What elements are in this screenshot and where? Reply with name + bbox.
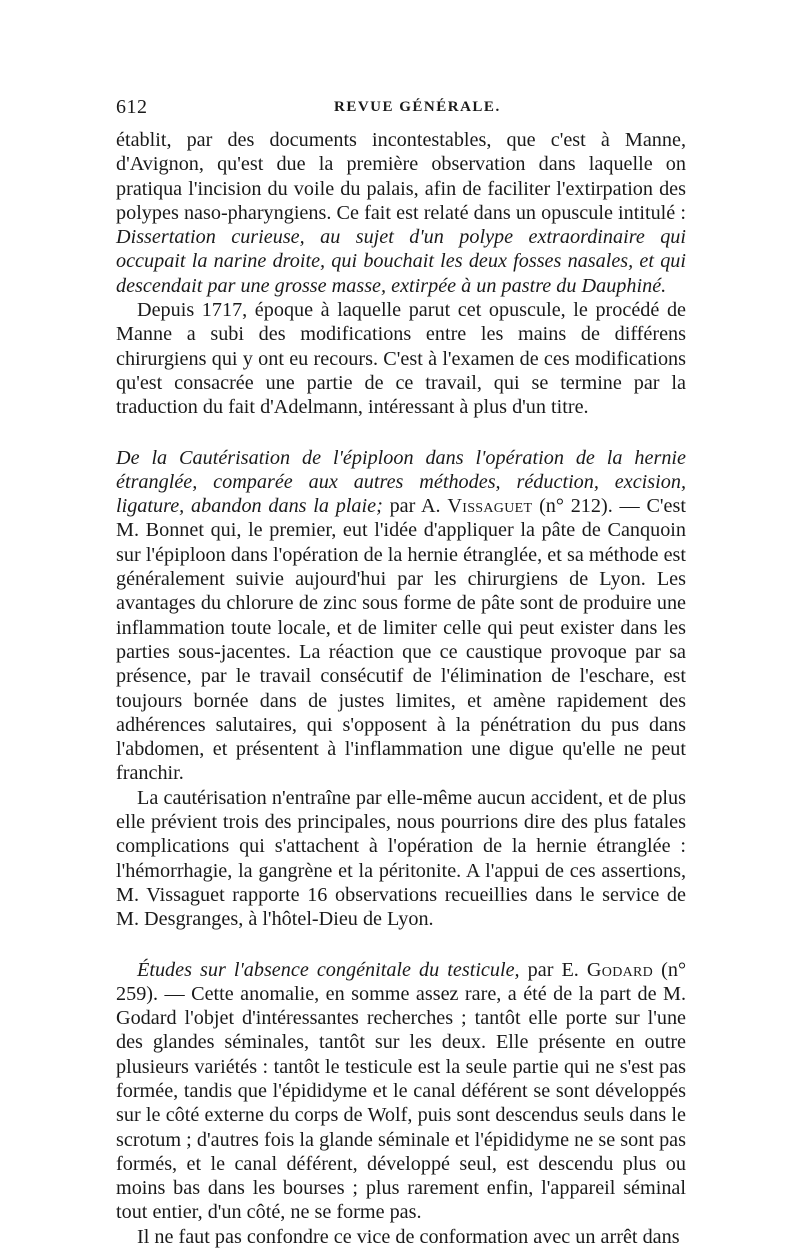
work-title-testicule: Études sur l'absence congénitale du testicule, — [137, 958, 520, 981]
page-number: 612 — [116, 96, 148, 118]
page-header — [116, 96, 686, 126]
work-title-cauterisation: De la Cautérisation de l'épiploon dans l'opération de la hernie étranglée, comparée aux autres méthodes, réduction, excision, ligature, abandon dans la plaie; — [116, 446, 686, 518]
paragraph-vice-conformation: Il ne faut pas confondre ce vice de conformation avec un arrêt dans — [137, 1225, 680, 1248]
section-divider — [116, 932, 686, 958]
author-godard: Godard — [586, 958, 654, 981]
opuscule-title: Dissertation curieuse, au sujet d'un polype extraordinaire qui occupait la narine droite, qui bouchait les deux fosses nasales, et qui descendait par une grosse masse, extirpée à un pastre du Dauphiné. — [116, 226, 686, 297]
paragraph-depuis-1717: Depuis 1717, époque à laquelle parut cet opuscule, le procédé de Manne a subi des modifications entre les mains de différens chirurgiens qui y ont eu recours. C'est à l'examen de ces modifications qu'est consacrée une partie de ce travail, qui se termine par la traduction du fait d'Adelmann, intéressant à plus d'un titre. — [116, 299, 686, 419]
paragraph-testicule: Études sur l'absence congénitale du testicule, par E. Godard (n° 259). — Cette anomalie, en somme assez rare, a été de la part de M. Godard l'objet d'intéressantes recherches ; tantôt elle porte sur l'une des glandes séminales, tantôt sur les deux. Elle présente en outre plusieurs variétés : tantôt le testicule est la seule partie qui ne s'est pas formée, tandis que l'épididyme et le canal déférent se sont développés sur le côté externe du corps de Wolf, puis sont descendus seuls dans le scrotum ; d'autres fois la glande séminale et l'épididyme ne se sont pas formés, et le canal déférent, développé seul, est descendu plus ou moins bas dans les bourses ; plus rarement enfin, l'appareil séminal tout entier, d'un côté, ne se forme pas. — [116, 958, 687, 1224]
paragraph-text: établit, par des documents incontestables, que c'est à Manne, d'Avignon, qu'est due la première observation dans laquelle on pratiqua l'incision du voile du palais, afin de faciliter l'extirpation des polypes naso-pharyngiens. Ce fait est relaté dans un opuscule intitulé : — [116, 129, 686, 224]
author-vissaguet: Vissaguet — [447, 495, 533, 518]
body-text — [116, 128, 686, 1249]
paragraph-text: C'est M. Bonnet qui, le premier, eut l'idée d'appliquer la pâte de Canquoin sur l'épiploon dans l'opération de la hernie étranglée, et sa méthode est généralement suivie aujourd'hui par les chirurgiens de Lyon. Les avantages du chlorure de zinc sous forme de pâte sont de produire une inflammation toute locale, et de limiter celle qui peut exister dans les parties sous-jacentes. La réaction que ce caustique provoque par sa présence, par le travail consécutif de l'élimination de l'eschare, est toujours bornée dans de justes limites, et amène rapidement des adhérences salutaires, qui s'opposent à la pénétration du pus dans l'abdomen, et présentent à l'inflammation une digue qu'elle ne peut franchir. — [116, 495, 686, 785]
running-title: REVUE GÉNÉRALE. — [334, 99, 501, 115]
section-divider — [116, 420, 686, 446]
paragraph-cauterisation: De la Cautérisation de l'épiploon dans l'opération de la hernie étranglée, comparée aux autres méthodes, réduction, excision, ligature, abandon dans la plaie; par A. Vissaguet (n° 212). — C'est M. Bonnet qui, le premier, eut l'idée d'appliquer la pâte de Canquoin sur l'épiploon dans l'opération de la hernie étranglée, et sa méthode est généralement suivie aujourd'hui par les chirurgiens de Lyon. Les avantages du chlorure de zinc sous forme de pâte sont de produire une inflammation toute locale, et de limiter celle qui peut exister dans les parties sous-jacentes. La réaction que ce caustique provoque par sa présence, par le travail consécutif de l'élimination de l'eschare, est toujours bornée dans de justes limites, et amène rapidement des adhérences salutaires, qui s'opposent à la pénétration du pus dans l'abdomen, et présentent à l'inflammation une digue qu'elle ne peut franchir. — [116, 446, 686, 785]
paragraph-cauterisation-accidents: La cautérisation n'entraîne par elle-même aucun accident, et de plus elle prévient trois des principales, nous pourrions dire des plus fatales complications qui s'attachent à l'opération de la hernie étranglée : l'hémorrhagie, la gangrène et la péritonite. A l'appui de ces assertions, M. Vissaguet rapporte 16 observations recueillies dans le service de M. Desgranges, à l'hôtel-Dieu de Lyon. — [116, 786, 686, 931]
paragraph-text: Cette anomalie, en somme assez rare, a été de la part de M. Godard l'objet d'intéressantes recherches ; tantôt elle porte sur l'une des glandes séminales, tantôt sur les deux. Elle présente en outre plusieurs variétés : tantôt le testicule est la seule partie qui ne s'est pas formée, tandis que l'épididyme et le canal déférent se sont développés sur le côté externe du corps de Wolf, puis sont descendus seuls dans le scrotum ; d'autres fois la glande séminale et l'épididyme ne se sont pas formés, et le canal déférent, développé seul, est descendu plus ou moins bas dans les bourses ; plus rarement enfin, l'appareil séminal tout entier, d'un côté, ne se forme pas. — [116, 982, 686, 1224]
paragraph-manne — [116, 128, 686, 298]
